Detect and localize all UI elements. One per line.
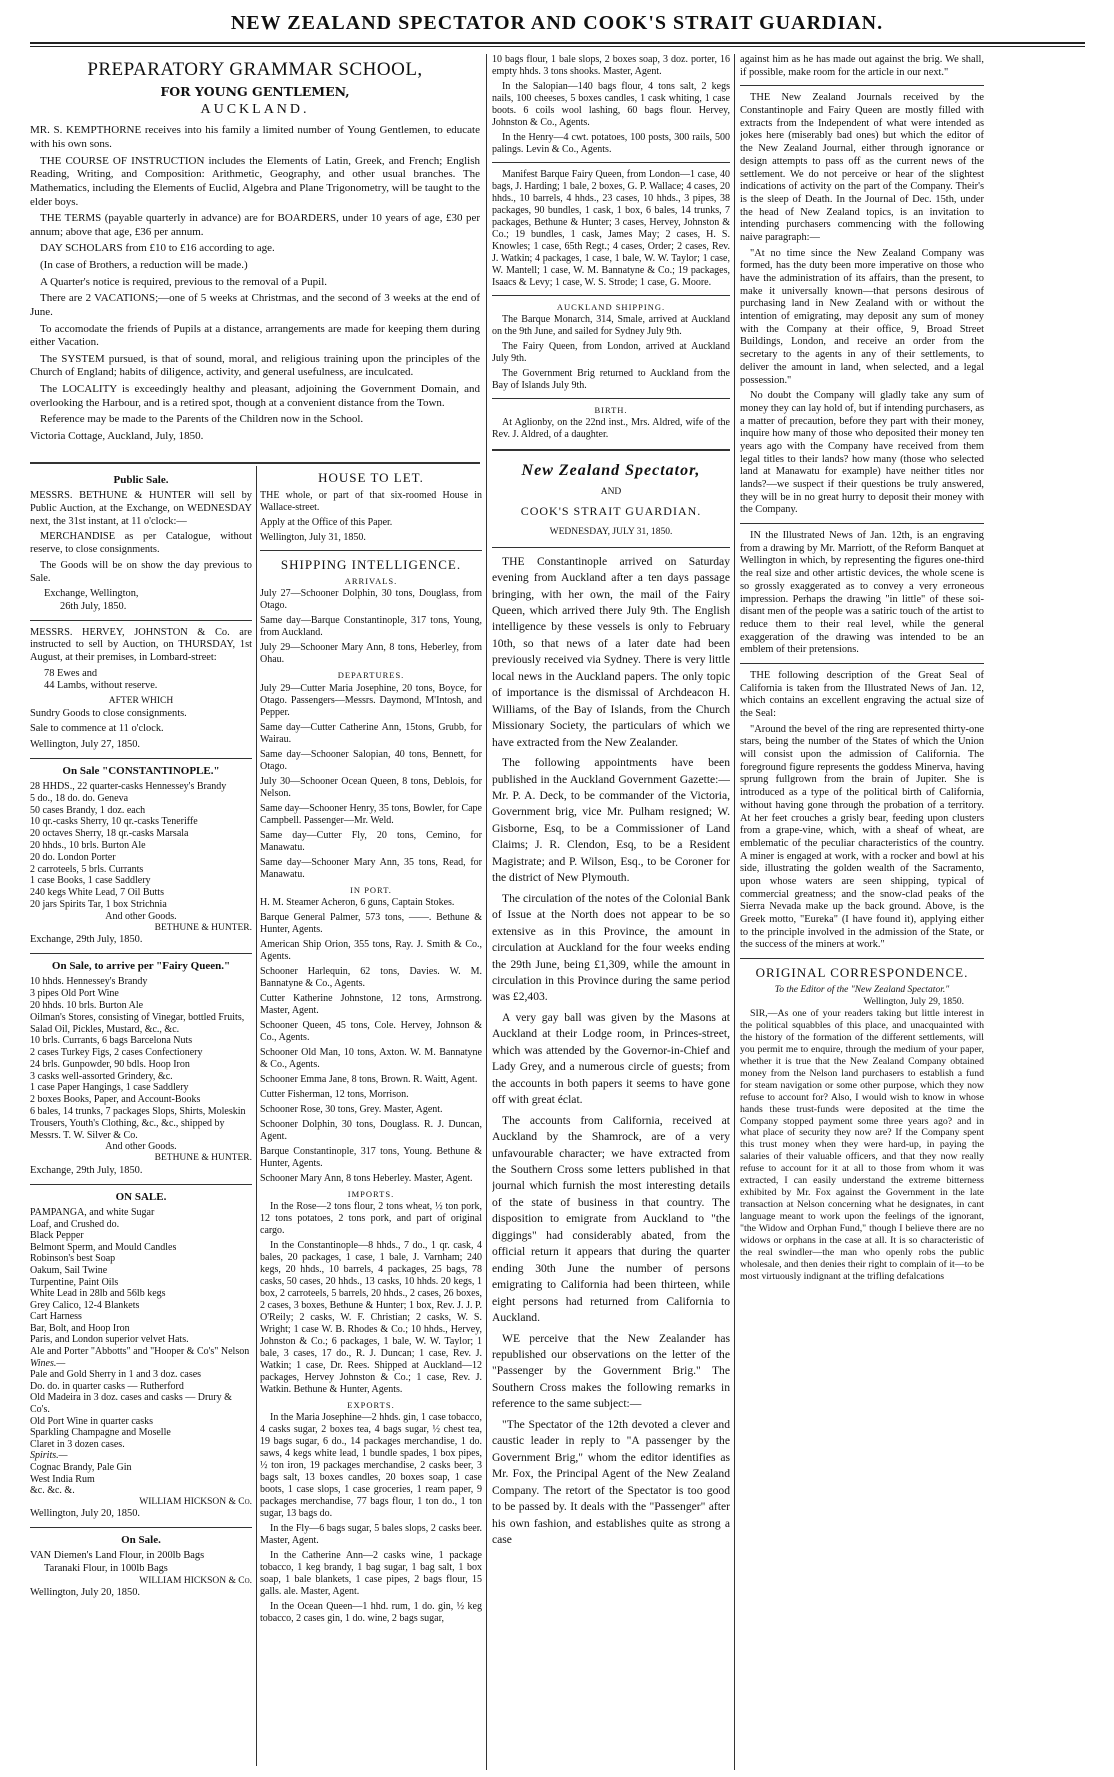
grammar-para: THE COURSE OF INSTRUCTION includes the Elements of Latin, Greek, and French; English Reading, Writing, and Composition: Arithmetic, Geography, and other usual branches. The Mathematics, including the Elements of Euclid, Algebra and Plane Trigonometry, will be taught to the elder boys. <box>30 154 480 208</box>
divider <box>492 398 730 399</box>
export-item: 10 bags flour, 1 bale slops, 2 boxes soap, 3 doz. porter, 16 empty hhds. 3 tons shooks. Master, Agent. <box>492 54 730 77</box>
list-item: And other Goods. <box>105 910 177 922</box>
news-para: The accounts from California, received at Auckland by the Shamrock, are of a very unfavourable character; we have extracted from the Southern Cross some letters published in that journal which furnish the most interesting details of the state of business in that country. The disposition to emigrate from Auckland to "the diggings" had considerably abated, from the official return it appears that during the quarter ending 30th June the number of persons emigrating to California had been thirteen, while eight persons had returned from California to Auckland. <box>492 1113 730 1325</box>
list-item: 3 casks well-assorted Grindery, &c. <box>30 1070 173 1082</box>
list-item: 3 pipes Old Port Wine <box>30 988 119 1000</box>
inport-item: Cutter Katherine Johnstone, 12 tons, Armstrong. Master, Agent. <box>260 992 482 1016</box>
hervey-after: AFTER WHICH <box>108 696 174 707</box>
column-4 <box>740 54 984 1770</box>
news-para: "Around the bevel of the ring are represented thirty-one stars, being the number of the States of which the Union will consist upon the admission of California. The foreground figure represents the goddess Minerva, having sprung fullgrown from the brain of Jupiter. She is introduced as a type of the political birth of California, without having gone through the probation of a territory. At her feet crouches a grisly bear, feeding upon clusters from a grape-vine, which, with a sheaf of wheat, are emblematic of the peculiar characteristics of the country. A miner is engaged at work, with a rocker and bowl at his side, illustrating the golden wealth of the Sacramento, upon whose waters are seen shipping, typical of commercial greatness; and the snow-clad peaks of the Sierra Nevada make up the back ground. Above, is the Greek motto, "Eureka" (I have found it), applying either to the principle involved in the admission of the State, or the success of the miners at work." <box>740 723 984 951</box>
list-item: 10 qr.-casks Sherry, 10 qr.-casks Teneriffe <box>30 816 198 828</box>
divider <box>492 547 730 548</box>
list-item: 50 cases Brandy, 1 doz. each <box>30 804 146 816</box>
list-item: 10 brls. Currants, 6 bags Barcelona Nuts <box>30 1035 193 1047</box>
column-1 <box>30 470 252 1770</box>
onsale-head: ON SALE. <box>115 1190 167 1203</box>
list-item: 2 boxes Books, Paper, and Account-Books <box>30 1094 201 1106</box>
auckland-item: The Barque Monarch, 314, Smale, arrived at Auckland on the 9th June, and sailed for Sydney July 9th. <box>492 314 730 338</box>
house-body2: Apply at the Office of this Paper. <box>260 516 393 528</box>
export-item: In the Fly—6 bags sugar, 5 bales slops, 2 casks beer. Master, Agent. <box>260 1523 482 1547</box>
paper-subtitle: COOK'S STRAIT GUARDIAN. <box>520 504 702 519</box>
list-item: Oakum, Sail Twine <box>30 1264 108 1276</box>
fairy-head: On Sale, to arrive per "Fairy Queen." <box>51 959 231 972</box>
export-item: In the Ocean Queen—1 hhd. rum, 1 do. gin, ½ keg tobacco, 2 cases gin, 1 do. wine, 2 bags sugar, <box>260 1601 482 1625</box>
inport-item: Schooner Rose, 30 tons, Grey. Master, Agent. <box>260 1103 443 1115</box>
public-sale-date2: 26th July, 1850. <box>60 600 127 612</box>
list-item: Wines.— <box>30 1357 66 1369</box>
list-item: 28 HHDS., 22 quarter-casks Hennessey's Brandy <box>30 781 227 793</box>
list-item: Spirits.— <box>30 1450 68 1462</box>
public-sale-head: Public Sale. <box>113 474 169 486</box>
inport-item: H. M. Steamer Acheron, 6 guns, Captain Stokes. <box>260 896 455 908</box>
inport-item: Schooner Emma Jane, 8 tons, Brown. R. Waitt, Agent. <box>260 1073 478 1085</box>
public-sale-date1: Exchange, Wellington, <box>44 588 139 600</box>
divider <box>492 449 730 451</box>
inport-item: Schooner Dolphin, 30 tons, Douglass. R. J. Duncan, Agent. <box>260 1118 482 1142</box>
divider <box>30 758 252 759</box>
divider <box>492 162 730 163</box>
constantinople-head: On Sale "CONSTANTINOPLE." <box>62 764 220 777</box>
auckland-item: The Government Brig returned to Auckland from the Bay of Islands July 9th. <box>492 368 730 392</box>
list-item: Grey Calico, 12-4 Blankets <box>30 1299 140 1311</box>
export-item: In the Catherine Ann—2 casks wine, 1 package tobacco, 1 keg brandy, 1 bag sugar, 1 bag salt, 1 box soap, 1 bale blankets, 1 case pipes, 2 bags flour, 15 galls. ale. Master, Agent. <box>260 1550 482 1598</box>
fairy-date: Exchange, 29th July, 1850. <box>30 1164 143 1176</box>
export-item: In the Maria Josephine—2 hhds. gin, 1 case tobacco, 4 casks sugar, 2 boxes tea, 4 bags sugar, ½ chest tea, 19 bags sugar, 6 do., 14 packages merchandise, 1 do. saws, 4 kegs white lead, 1 bundle spades, 1 box pipes, ½ ton iron, 19 packages merchandise, 2 casks beer, 3 bags salt, 13 boxes candles, 20 boxes soap, 1 case boots, 1 case slops, 1 case groceries, 1 ream paper, 9 packages merchandise, 77 bags flour, 1 ton do., 1 ton sugar, 13 bags do. <box>260 1412 482 1520</box>
news-para: No doubt the Company will gladly take any sum of money they can lay hold of, but if intending purchasers, as a matter of precaution, before they part with their money, inquire how many of those who deposited their money ten years ago with the Company have received from them legal titles to their lands? how many (those who selected land at Manawatu for example) have neither titles nor lands?—we suspect if their questions be truly answered, they will be in no great hurry to deposit their money with the Company. <box>740 390 984 516</box>
news-para: A very gay ball was given by the Masons at Auckland at their Lodge room, in Princes-street, which was attended by the Governor-in-Chief and Lady Grey, and a numerous circle of guests; from the accounts in both papers it seems to have gone off with great éclat. <box>492 1010 730 1107</box>
departure: July 29—Cutter Maria Josephine, 20 tons, Boyce, for Otago. Passengers—Messrs. Daymond, M'Intosh, and Pepper. <box>260 682 482 718</box>
list-item: 20 octaves Sherry, 18 qr.-casks Marsala <box>30 828 189 840</box>
hervey-body: MESSRS. HERVEY, JOHNSTON & Co. are instructed to sell by Auction, on THURSDAY, 1st August, at their premises, in Lombard-street: <box>30 626 252 663</box>
grammar-para: To accomodate the friends of Pupils at a distance, arrangements are made for keeping them during either Vacation. <box>30 322 480 349</box>
inport-item: Cutter Fisherman, 12 tons, Morrison. <box>260 1088 409 1100</box>
inport-item: Schooner Queen, 45 tons, Cole. Hervey, Johnson & Co., Agents. <box>260 1019 482 1043</box>
list-item: 1 case Paper Hangings, 1 case Saddlery <box>30 1082 189 1094</box>
onsale2-body2: Taranaki Flour, in 100lb Bags <box>44 1563 168 1575</box>
inport-item: Barque General Palmer, 573 tons, ——. Bethune & Hunter, Agents. <box>260 911 482 935</box>
hervey-body3: Sale to commence at 11 o'clock. <box>30 723 164 735</box>
arrival: July 27—Schooner Dolphin, 30 tons, Douglass, from Otago. <box>260 588 482 612</box>
list-item: 20 hhds., 10 brls. Burton Ale <box>30 840 146 852</box>
divider <box>30 953 252 954</box>
divider <box>492 295 730 296</box>
shipping-head: SHIPPING INTELLIGENCE. <box>280 556 462 572</box>
onsale-signer: WILLIAM HICKSON & Co. <box>139 1496 252 1507</box>
list-item: 240 kegs White Lead, 7 Oil Butts <box>30 887 164 899</box>
import-item: In the Rose—2 tons flour, 2 tons wheat, ½ ton pork, 12 tons potatoes, 2 tons pork, and part of original cargo. <box>260 1200 482 1236</box>
list-item: Loaf, and Crushed do. <box>30 1218 120 1230</box>
list-item: 2 carroteels, 5 brls. Currants <box>30 863 144 875</box>
inport-item: Schooner Old Man, 10 tons, Axton. W. M. Bannatyne & Co., Agents. <box>260 1046 482 1070</box>
paper-title: New Zealand Spectator, <box>521 462 701 480</box>
hervey-body2: Sundry Goods to close consignments. <box>30 707 187 719</box>
list-item: Ale and Porter "Abbotts" and "Hooper & Co's" Nelson <box>30 1346 250 1358</box>
manifest: Manifest Barque Fairy Queen, from London—1 case, 40 bags, J. Harding; 1 bale, 2 boxes, G. P. Wallace; 4 cases, 20 hhds., 10 barrels, 4 hhds., 23 cases, 10 hhds., 3 pipes, 38 packages, 90 bundles, 1 cask, 1 box, 6 bales, 14 trunks, 7 packages, Bethune & Hunter; 3 cases, Hervey, Johnston & Co.; 19 bundles, 1 cask, James May; 2 cases, H. S. Knowles; 1 case, 65th Regt.; 4 cases, Order; 2 cases, Rev. J. Watkin; 4 packages, 1 case, 1 bale, W. W. Taylor; 1 case, W. Mantell; 1 case, W. M. Bannatyne & Co.; 19 packages, Isaacs & Levy; 1 case, W. S. Strode; 1 case, G. Moore. <box>492 169 730 288</box>
correspondence-body: SIR,—As one of your readers taking but little interest in the political squabbles of this place, and unacquainted with the history of the formation of the different settlements, will you permit me to enquire, through the medium of your paper, whether it is true that the New Zealand Company obtained money from the Nelson land purchasers to establish a fund for steam navigation or some other purpose, which they now refuse to account for? Also, I would wish to know in whose hands these trust-funds were deposited at the time the Company stopped payment some three years ago? and in what place of security they now are? If the Company spent this trust money when they were hard-up, in paying the salaries of their valuable officers, and that they now really refuse to account for it at all to those from whom it was extracted, I can easily understand the extreme bitterness exhibited by Mr. Fox against the Government in the late transaction at Nelson concerning what he designates, in cant language meant to work upon the feelings of the ignorant, "the Widow and Orphan Fund," though I believe there are no widows or orphans in the case at all. It is so characteristic of the real swindler—the man who openly robs the public wholesale, and then denies their right to complain of it—to be most virtuously indignant at the trifling defalcations <box>740 1008 984 1282</box>
list-item: 10 hhds. Hennessey's Brandy <box>30 976 148 988</box>
list-item: Turpentine, Paint Oils <box>30 1276 119 1288</box>
departure: Same day—Schooner Henry, 35 tons, Bowler, for Cape Campbell. Passenger—Mr. Weld. <box>260 802 482 826</box>
fairy-items <box>30 976 252 1153</box>
column-2 <box>260 466 482 1770</box>
masthead-rule <box>30 42 1085 44</box>
correspondence-to: To the Editor of the "New Zealand Spectator." <box>774 984 950 995</box>
list-item: Belmont Sperm, and Mould Candles <box>30 1241 177 1253</box>
house-body: THE whole, or part of that six-roomed House in Wallace-street. <box>260 489 482 513</box>
imports-head: IMPORTS. <box>347 1188 395 1199</box>
list-item: Cart Harness <box>30 1311 82 1323</box>
inport-item: American Ship Orion, 355 tons, Ray. J. Smith & Co., Agents. <box>260 938 482 962</box>
list-item: Claret in 3 dozen cases. <box>30 1438 125 1450</box>
grammar-title: PREPARATORY GRAMMAR SCHOOL, <box>87 59 423 80</box>
hervey-item: 78 Ewes and <box>44 667 98 679</box>
inport-item: Schooner Mary Ann, 8 tons Heberley. Master, Agent. <box>260 1172 473 1184</box>
news-para: The following appointments have been published in the Auckland Government Gazette:—Mr. P. A. Deck, to be commander of the Victoria, Government brig, vice Mr. Pulham resigned; W. Gisborne, Esq, to be a Commissioner of Land Claims; J. R. Clendon, Esq, to be a Resident Magistrate; and P. Wilson, Esq., to be Coroner for the district of New Plymouth. <box>492 756 730 885</box>
onsale2-date: Wellington, July 20, 1850. <box>30 1587 140 1599</box>
departure: Same day—Cutter Catherine Ann, 15tons, Grubb, for Wairau. <box>260 721 482 745</box>
news-para: THE following description of the Great Seal of California is taken from the Illustrated News of Jan. 12, which contains an excellent engraving the actual size of the Seal: <box>740 669 984 719</box>
inport-head: IN PORT. <box>350 884 392 895</box>
onsale-items <box>30 1207 252 1497</box>
divider <box>740 663 984 664</box>
list-item: 24 brls. Gunpowder, 90 bdls. Hoop Iron <box>30 1058 190 1070</box>
list-item: West India Rum <box>30 1473 95 1485</box>
departure: Same day—Cutter Fly, 20 tons, Cemino, for Manawatu. <box>260 829 482 853</box>
divider <box>30 1184 252 1185</box>
divider <box>740 958 984 959</box>
news-body <box>492 554 730 1549</box>
birth-body: At Aglionby, on the 22nd inst., Mrs. Aldred, wife of the Rev. J. Aldred, of a daughter. <box>492 417 730 441</box>
divider <box>740 523 984 524</box>
list-item: Black Pepper <box>30 1230 84 1242</box>
grammar-para: MR. S. KEMPTHORNE receives into his family a limited number of Young Gentlemen, to educate with his own sons. <box>30 124 480 151</box>
list-item: 1 case Books, 1 case Saddlery <box>30 875 151 887</box>
grammar-place: AUCKLAND. <box>200 102 310 118</box>
departure: Same day—Schooner Mary Ann, 35 tons, Read, for Manawatu. <box>260 856 482 880</box>
grammar-date: Victoria Cottage, Auckland, July, 1850. <box>30 429 204 442</box>
news-para: "The Spectator of the 12th devoted a clever and caustic leader in reply to "A passenger by the Government Brig," whom the editor identifies as Mr. Fox, the Principal Agent of the New Zealand Company. The retort of the Spectator is too good to be passed by. It deals with the "Passenger" after his own fashion, and establishes quite as strong a case <box>492 1417 730 1546</box>
list-item: Robinson's best Soap <box>30 1253 116 1265</box>
list-item: And other Goods. <box>105 1141 177 1153</box>
list-item: Cognac Brandy, Pale Gin <box>30 1462 132 1473</box>
news-para: THE New Zealand Journals received by the Constantinople and Fairy Queen are mostly filled with extracts from the Independent of what were intended as jokes here (miserably bad ones) but which the editor of the New Zealand Journal, either through ignorance or design attempts to pass off as the current news of the settlement. We do not perceive or hear of the slightest indications of activity on the part of the Company. Their's is the sleep of Death. In the Journal of Dec. 15th, under the head of New Zealand topics, is an invitation to intending purchasers commencing with the following naive paragraph:— <box>740 92 984 243</box>
arrival: Same day—Barque Constantinople, 317 tons, Young, from Auckland. <box>260 615 482 639</box>
list-item: Sparkling Champagne and Moselle <box>30 1427 171 1439</box>
grammar-school-ad <box>30 54 480 459</box>
list-item: 5 do., 18 do. do. Geneva <box>30 792 129 804</box>
correspondence-head: ORIGINAL CORRESPONDENCE. <box>755 965 969 981</box>
grammar-para: The SYSTEM pursued, is that of sound, moral, and religious training upon the principles of the Church of England; habits of diligence, activity, and general usefulness, are inculcated. <box>30 352 480 379</box>
news-para: IN the Illustrated News of Jan. 12th, is an engraving from a drawing by Mr. Marriott, of the Reform Banquet at Wellington in which, by representing the figures one-third the real size and other artistic devices, the whole scene is so grossly exaggerated as to convey a very erroneous impression. Perhaps the drawing "in little" of these soi-disant men of the people was a satiric touch of the artist to reduce them to their real level, while the general exaggeration of the drawing was intended to be an emblem of their pretensions. <box>740 530 984 656</box>
list-item: Bar, Bolt, and Hoop Iron <box>30 1322 130 1334</box>
news-para: against him as he has made out against the brig. We shall, if possible, make room for the article in our next." <box>740 54 984 78</box>
list-item: Pale and Gold Sherry in 1 and 3 doz. cases <box>30 1369 202 1381</box>
hervey-date: Wellington, July 27, 1850. <box>30 738 140 750</box>
onsale2-signer: WILLIAM HICKSON & Co. <box>139 1575 252 1586</box>
grammar-rule <box>30 462 480 464</box>
grammar-para: There are 2 VACATIONS;—one of 5 weeks at Christmas, and the second of 3 weeks at the end of June. <box>30 292 480 318</box>
list-item: White Lead in 28lb and 56lb kegs <box>30 1288 166 1300</box>
grammar-para: DAY SCHOLARS from £10 to £16 according to age. <box>40 242 275 255</box>
export-item: In the Salopian—140 bags flour, 4 tons salt, 2 kegs nails, 100 cheeses, 5 boxes candles, 1 cask whiting, 1 case boots. 6 coils wool lashing, 60 bags flour. Hervey, Johnston & Co., Agents. <box>492 81 730 128</box>
hervey-items <box>44 668 252 693</box>
col3-top <box>492 54 730 441</box>
departures-head: DEPARTURES. <box>337 670 405 681</box>
list-item: Do. do. in quarter casks — Rutherford <box>30 1380 184 1392</box>
paper-date: WEDNESDAY, JULY 31, 1850. <box>549 527 673 538</box>
column-3 <box>492 54 730 1770</box>
grammar-para: (In case of Brothers, a reduction will be made.) <box>40 259 248 272</box>
list-item: 2 cases Turkey Figs, 2 cases Confectionery <box>30 1047 203 1059</box>
inport-item: Barque Constantinople, 317 tons, Young. Bethune & Hunter, Agents. <box>260 1145 482 1169</box>
correspondence-date: Wellington, July 29, 1850. <box>863 996 964 1007</box>
arrival: July 29—Schooner Mary Ann, 8 tons, Heberley, from Ohau. <box>260 642 482 666</box>
house-head: HOUSE TO LET. <box>318 470 424 485</box>
constantinople-items <box>30 781 252 923</box>
masthead-rule-thin <box>30 46 1085 47</box>
masthead: NEW ZEALAND SPECTATOR AND COOK'S STRAIT GUARDIAN. <box>230 12 884 34</box>
column-rule <box>486 54 487 1770</box>
list-item: 20 hhds. 10 brls. Burton Ale <box>30 999 144 1011</box>
news-para: WE perceive that the New Zealander has republished our observations on the letter of the "Passenger by the Government Brig." The Southern Cross makes the following remarks in reference to the same subject:— <box>492 1331 730 1411</box>
constantinople-date: Exchange, 29th July, 1850. <box>30 934 143 946</box>
list-item: PAMPANGA, and white Sugar <box>30 1206 155 1218</box>
grammar-para: Reference may be made to the Parents of the Children now in the School. <box>40 413 364 426</box>
onsale2-body: VAN Diemen's Land Flour, in 200lb Bags <box>30 1550 205 1562</box>
grammar-para: A Quarter's notice is required, previous to the removal of a Pupil. <box>40 275 327 288</box>
house-date: Wellington, July 31, 1850. <box>260 531 366 543</box>
constantinople-signer: BETHUNE & HUNTER. <box>154 922 252 933</box>
paper-and: AND <box>600 486 622 497</box>
column-rule <box>256 466 257 1766</box>
list-item: 20 jars Spirits Tar, 1 box Strichnia <box>30 899 167 911</box>
grammar-para: THE TERMS (payable quarterly in advance) are for BOARDERS, under 10 years of age, £30 per annum; above that age, £36 per annum. <box>30 212 480 238</box>
divider <box>740 85 984 86</box>
news-para: THE Constantinople arrived on Saturday evening from Auckland after a ten days passage bringing, with her own, the mail of the Fairy Queen, which arrived there July 9th. The English intelligence by these vessels is only to February 10th, so that news of a later date had been previously received via Sydney. There is very little local news in the Auckland papers. The only topic of importance is the dismissal of Archdeacon H. Williams, of the Bay of Islands, from the Church Missionary Society, the particulars of which we have extracted from the New Zealander. <box>492 554 730 749</box>
arrivals-head: ARRIVALS. <box>344 576 398 587</box>
fairy-signer: BETHUNE & HUNTER. <box>154 1153 252 1164</box>
inport-item: Schooner Harlequin, 62 tons, Davies. W. M. Bannatyne & Co., Agents. <box>260 965 482 989</box>
list-item: 20 do. London Porter <box>30 851 116 863</box>
divider <box>30 620 252 621</box>
divider <box>260 550 482 551</box>
list-item: Oilman's Stores, consisting of Vinegar, bottled Fruits, Salad Oil, Pickles, Mustard, &c., &c. <box>30 1011 245 1035</box>
grammar-para: The LOCALITY is exceedingly healthy and pleasant, adjoining the Government Domain, and overlooking the Harbour, and is a retired spot, though at a convenient distance from the Town. <box>30 383 480 409</box>
export-item: In the Henry—4 cwt. potatoes, 100 posts, 300 rails, 500 palings. Levin & Co., Agents. <box>492 132 730 155</box>
public-sale-body: MESSRS. BETHUNE & HUNTER will sell by Public Auction, at the Exchange, on WEDNESDAY next, the 31st instant, at 11 o'clock:— <box>30 490 252 527</box>
divider <box>30 1527 252 1528</box>
import-item: In the Constantinople—8 hhds., 7 do., 1 qr. cask, 4 bales, 20 packages, 1 case, 1 bale, J. Varnham; 240 kegs, 20 hhds., 10 barrels, 4 packages, 25 bags, 78 casks, 50 cases, 20 hhds., 13 casks, 10 hhds. 20 kegs, 1 box, 2 carroteels, 5 barrels, 20 hhds., 2 cases, 26 boxes, 2 cases, 3 boxes, Bethune & Hunter; 1 box, Rev. J. J. P. O'Reily; 2 casks, W. F. Christian; 2 casks, W. S. Wright; 1 case W. B. Rhodes & Co.; 10 hhds., Hervey, Johnston & Co.; 6 packages, 1 bale, W. W. Taylor; 1 bale, 3 cases, 17 do., R. J. Duncan; 1 case, Rev. J. Watkin; 1 case, Dr. Rees. Shipped at Auckland—12 packages, Hervey Johnston & Co.; 1 case, Rev. J. Watkin. Bethune & Hunter, Agents. <box>260 1239 482 1395</box>
birth-head: BIRTH. <box>594 405 628 416</box>
grammar-subtitle: FOR YOUNG GENTLEMEN, <box>160 83 350 99</box>
onsale2-head: On Sale. <box>121 1534 161 1547</box>
list-item: Old Port Wine in quarter casks <box>30 1415 153 1427</box>
auckland-item: The Fairy Queen, from London, arrived at Auckland July 9th. <box>492 341 730 365</box>
list-item: Paris, and London superior velvet Hats. <box>30 1334 189 1346</box>
list-item: &c. &c. &. <box>30 1485 75 1497</box>
onsale-date: Wellington, July 20, 1850. <box>30 1508 140 1520</box>
public-sale-body2: MERCHANDISE as per Catalogue, without reserve, to close consignments. <box>30 531 252 556</box>
news-para: "At no time since the New Zealand Company was formed, has the duty been more imperative on those who have the administration of its affairs, than the present, to make it universally known—that persons desirous of purchasing land in New Zealand with or without the intention of emigrating, may deposit any sum of money with the Company at their office, 9, Broad Street Buildings, London, and receive an order from the secretary to the agents in any of their settlements, to deliver the amount in land, when selected, and a legal possession." <box>740 247 984 386</box>
hervey-item: 44 Lambs, without reserve. <box>44 680 158 692</box>
departure: July 30—Schooner Ocean Queen, 8 tons, Deblois, for Nelson. <box>260 775 482 799</box>
list-item: 6 bales, 14 trunks, 7 packages Slops, Shirts, Moleskin Trousers, Youth's Clothing, &c., &c., shipped by Messrs. T. W. Silver & Co. <box>30 1106 246 1141</box>
departure: Same day—Schooner Salopian, 40 tons, Bennett, for Otago. <box>260 748 482 772</box>
exports-head: EXPORTS. <box>347 1399 395 1410</box>
news-para: The circulation of the notes of the Colonial Bank of Issue at the North does not appear to be so extensive as in this Province, the amount in circulation at Auckland for the four weeks ending the 29th June, being £1,309, while the amount in circulation in this Province during the same period was £2,403. <box>492 891 730 1004</box>
column-rule <box>734 54 735 1770</box>
list-item: Old Madeira in 3 doz. cases and casks — Drury & Co's. <box>30 1392 232 1416</box>
public-sale-body3: The Goods will be on show the day previous to Sale. <box>30 559 252 584</box>
auckland-head: AUCKLAND SHIPPING. <box>556 302 666 312</box>
